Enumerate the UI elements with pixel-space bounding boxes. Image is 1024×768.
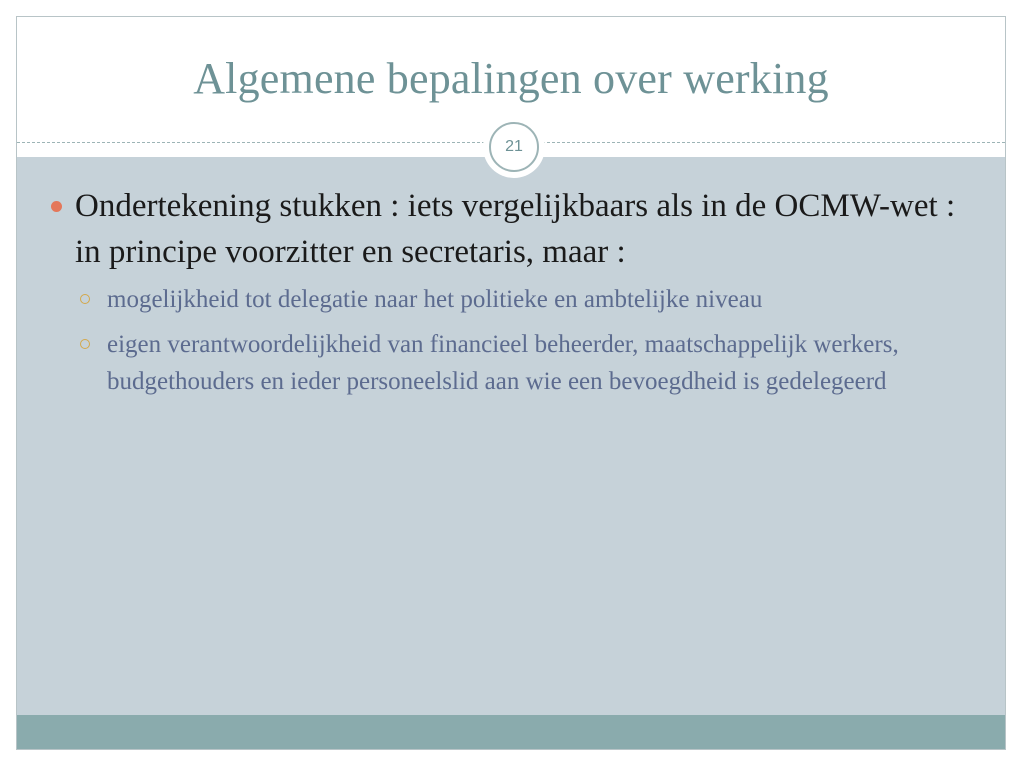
sub-bullet-ring-icon xyxy=(80,339,90,349)
sub-bullet-list xyxy=(75,281,965,400)
sub-bullet-ring-icon xyxy=(80,294,90,304)
sub-bullet-text: eigen verantwoordelijkheid van financieel beheerder, maatschappelijk werkers, budgethouders en ieder personeelslid aan wie een bevoegdheid is gedelegeerd xyxy=(107,331,899,395)
page-number: 21 xyxy=(489,122,539,172)
bullet-list xyxy=(17,183,1005,408)
slide xyxy=(16,16,1006,750)
page-number-badge xyxy=(483,116,545,178)
slide-title: Algemene bepalingen over werking xyxy=(193,54,829,103)
footer-bar xyxy=(17,715,1005,750)
bullet-dot-icon xyxy=(51,201,62,212)
sub-bullet-text: mogelijkheid tot delegatie naar het politieke en ambtelijke niveau xyxy=(107,286,763,313)
bullet-text: Ondertekening stukken : iets vergelijkbaars als in de OCMW-wet : in principe voorzitter en secretaris, maar : xyxy=(75,188,956,270)
bullet-item xyxy=(75,183,965,400)
sub-bullet-item xyxy=(107,281,927,318)
sub-bullet-item xyxy=(107,326,927,400)
